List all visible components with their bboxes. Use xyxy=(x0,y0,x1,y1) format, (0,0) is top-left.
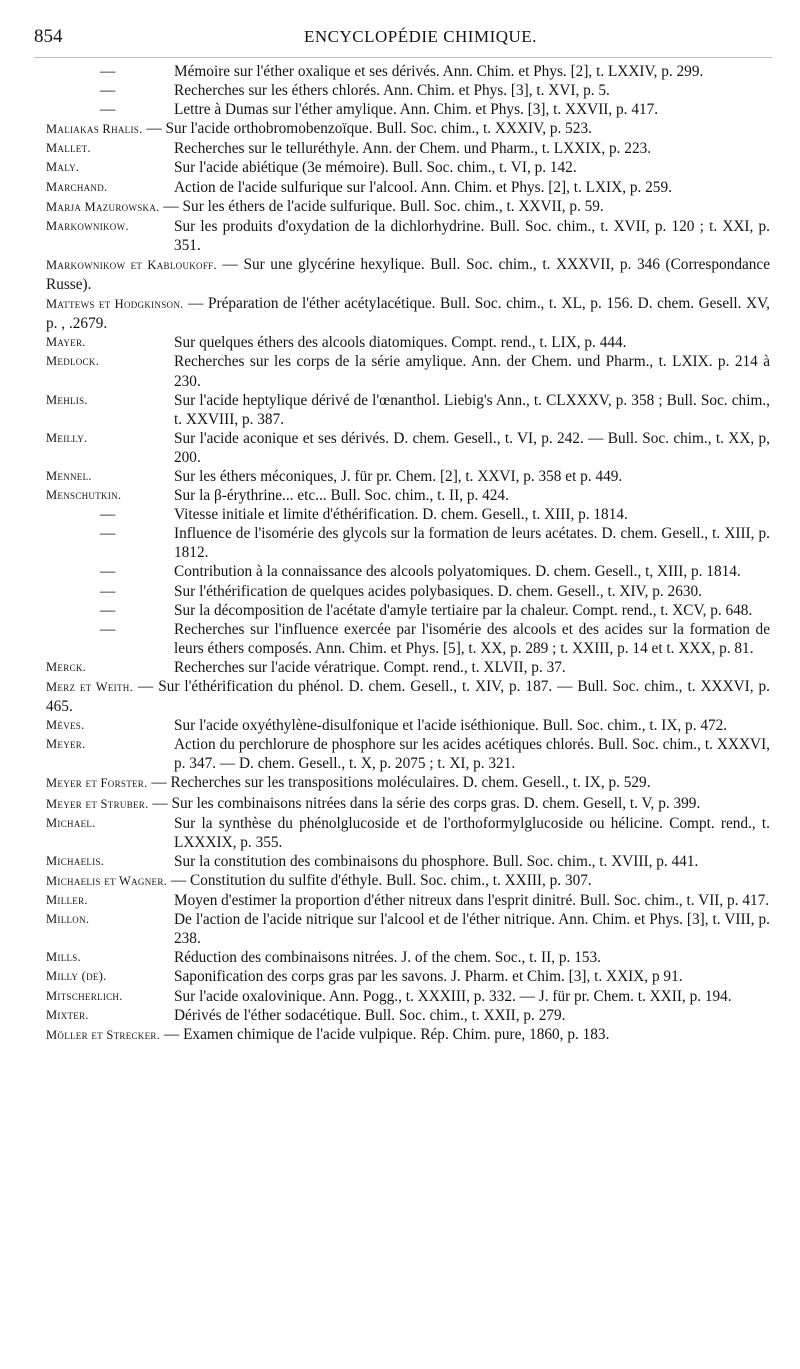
entry-author: Maliakas Rhalis. xyxy=(46,122,143,137)
entry-text: Recherches sur le telluréthyle. Ann. der Chem. und Pharm., t. LXXIX, p. 223. xyxy=(174,140,652,158)
entry-text: Sur l'acide aconique et ses dérivés. D. chem. Gesell., t. VI, p. 242. — Bull. Soc. chim., t. XX, p, 200. xyxy=(174,429,770,466)
entry-author: Meilly. xyxy=(46,430,88,445)
entry-text: — Sur l'éthérification du phénol. D. chem. Gesell., t. XIV, p. 187. — Bull. Soc. chim., t. XXXVI, p. 465. xyxy=(46,678,771,716)
bibliography-entry xyxy=(0,910,800,948)
bibliography-entry xyxy=(0,178,800,197)
ditto-dash: — xyxy=(100,563,116,581)
ditto-dash: — xyxy=(100,525,116,543)
bibliography-entry xyxy=(0,119,800,139)
entry-text: — Recherches sur les transpositions moléculaires. D. chem. Gesell., t. IX, p. 529. xyxy=(147,774,651,792)
bibliography-entry xyxy=(0,852,800,871)
bibliography-entry xyxy=(0,871,800,891)
bibliography-entry xyxy=(0,467,800,486)
entry-text: — Préparation de l'éther acétylacétique. Bull. Soc. chim., t. XL, p. 156. D. chem. Gesell. XV, p. , .2679. xyxy=(46,295,771,333)
entry-text: Réduction des combinaisons nitrées. J. of the chem. Soc., t. II, p. 153. xyxy=(174,949,601,967)
entry-author: Meyer et Struber. xyxy=(46,796,149,811)
entry-text: De l'action de l'acide nitrique sur l'alcool et de l'éther nitrique. Ann. Chim. et Phys. [3], t. VIII, p. 238. xyxy=(174,911,770,948)
entry-text: Sur la synthèse du phénolglucoside et de l'orthoformylglucoside ou hélicine. Compt. rend., t. LXXXIX, p. 355. xyxy=(174,814,770,851)
bibliography-entry xyxy=(0,255,800,294)
entry-text: Sur l'éthérification de quelques acides polybasiques. D. chem. Gesell., t. XIV, p. 2630. xyxy=(174,582,702,600)
bibliography-entry xyxy=(0,524,800,562)
entry-author: Meyer. xyxy=(46,737,86,752)
entry-author: Menschutkin. xyxy=(46,488,122,503)
bibliography-entry xyxy=(0,582,800,601)
entry-author: Mayer. xyxy=(46,335,86,350)
entry-author: Markownikow. xyxy=(46,218,129,233)
bibliography-entry xyxy=(0,1025,800,1045)
bibliography-entry xyxy=(0,658,800,677)
entry-text: Contribution à la connaissance des alcools polyatomiques. D. chem. Gesell., t, XIII, p. 1814. xyxy=(174,563,741,581)
ditto-dash: — xyxy=(100,601,116,619)
bibliography-entry xyxy=(0,1006,800,1025)
entry-author: Mèves. xyxy=(46,718,85,733)
entry-text: Mémoire sur l'éther oxalique et ses dérivés. Ann. Chim. et Phys. [2], t. LXXIV, p. 299. xyxy=(174,63,704,80)
bibliography-entry xyxy=(0,601,800,620)
bibliography-list xyxy=(0,62,800,1045)
running-title: ENCYCLOPÉDIE CHIMIQUE. xyxy=(304,27,537,46)
entry-author: Merck. xyxy=(46,659,87,674)
page-number: 854 xyxy=(34,26,63,47)
bibliography-entry xyxy=(0,716,800,735)
entry-author: Mitscherlich. xyxy=(46,988,123,1003)
bibliography-entry xyxy=(0,352,800,390)
bibliography-entry xyxy=(0,562,800,581)
ditto-dash: — xyxy=(100,506,116,524)
bibliography-entry xyxy=(0,139,800,158)
entry-author: Marja Mazurowska. xyxy=(46,199,160,214)
entry-text: Sur l'acide oxyéthylène-disulfonique et l'acide iséthionique. Bull. Soc. chim., t. IX, p. 472. xyxy=(174,717,728,735)
entry-text: Sur la décomposition de l'acétate d'amyle tertiaire par la chaleur. Compt. rend., t. XCV, p. 648. xyxy=(174,601,753,619)
entry-text: Sur l'acide abiétique (3e mémoire). Bull. Soc. chim., t. VI, p. 142. xyxy=(174,159,577,177)
entry-text: Moyen d'estimer la proportion d'éther nitreux dans l'esprit dinitré. Bull. Soc. chim., t. VII, p. 417. xyxy=(174,892,770,910)
entry-text: Lettre à Dumas sur l'éther amylique. Ann. Chim. et Phys. [3], t. XXVII, p. 417. xyxy=(174,101,659,119)
entry-author: Michaelis. xyxy=(46,853,105,868)
entry-author: Marchand. xyxy=(46,179,108,194)
ditto-dash: — xyxy=(100,82,116,100)
bibliography-entry xyxy=(0,814,800,852)
entry-text: Sur la β-érythrine... etc... Bull. Soc. chim., t. II, p. 424. xyxy=(174,487,509,505)
entry-author: Mennel. xyxy=(46,468,92,483)
entry-author: Mills. xyxy=(46,950,82,965)
entry-text: Sur la constitution des combinaisons du phosphore. Bull. Soc. chim., t. XVIII, p. 441. xyxy=(174,852,699,870)
entry-author: Mehlis. xyxy=(46,392,88,407)
entry-text: Sur les produits d'oxydation de la dichlorhydrine. Bull. Soc. chim., t. XVII, p. 120 ; t. XXI, p. 351. xyxy=(174,217,770,254)
entry-author: Maly. xyxy=(46,160,80,175)
entry-text: — Sur une glycérine hexylique. Bull. Soc. chim., t. XXXVII, p. 346 (Correspondance Russe). xyxy=(46,255,770,294)
entry-text: Sur quelques éthers des alcools diatomiques. Compt. rend., t. LIX, p. 444. xyxy=(174,334,627,352)
bibliography-entry xyxy=(0,197,800,217)
entry-text: Recherches sur l'influence exercée par l'isomérie des alcools et des acides sur la formation de leurs éthers composés. Ann. Chim. et Phys. [5], t. XX, p. 289 ; t. XXIII, p. 14 et t. XXX, p. 81. xyxy=(174,620,770,657)
entry-text: Influence de l'isomérie des glycols sur la formation de leurs acétates. D. chem. Gesell., t. XIII, p. 1812. xyxy=(174,525,770,562)
entry-author: Michael. xyxy=(46,815,96,830)
entry-text: — Sur l'acide orthobromobenzoïque. Bull. Soc. chim., t. XXXIV, p. 523. xyxy=(142,120,592,138)
bibliography-entry xyxy=(0,891,800,910)
bibliography-entry xyxy=(0,735,800,773)
entry-author: Meyer et Forster. xyxy=(46,776,148,791)
entry-text: Action de l'acide sulfurique sur l'alcool. Ann. Chim. et Phys. [2], t. LXIX, p. 259. xyxy=(174,178,672,196)
entry-text: — Sur les combinaisons nitrées dans la série des corps gras. D. chem. Gesell, t. V, p. 399. xyxy=(148,794,701,812)
entry-text: — Sur les éthers de l'acide sulfurique. Bull. Soc. chim., t. XXVII, p. 59. xyxy=(159,197,604,215)
entry-text: — Constitution du sulfite d'éthyle. Bull. Soc. chim., t. XXIII, p. 307. xyxy=(167,871,592,889)
entry-author: Markownikow et Kabloukoff. xyxy=(46,257,217,272)
bibliography-entry xyxy=(0,967,800,986)
entry-author: Medlock. xyxy=(46,354,100,369)
entry-text: Action du perchlorure de phosphore sur les acides acétiques chlorés. Bull. Soc. chim., t. XXXVI, p. 347. — D. chem. Gesell., t. X, p. 2075 ; t. XI, p. 321. xyxy=(174,736,770,773)
bibliography-entry xyxy=(0,773,800,793)
bibliography-entry xyxy=(0,81,800,100)
entry-author: Merz et Weith. xyxy=(46,680,134,694)
header-rule xyxy=(34,57,772,58)
bibliography-entry xyxy=(0,391,800,429)
entry-author: Mixter. xyxy=(46,1007,89,1022)
bibliography-entry xyxy=(0,486,800,505)
bibliography-entry xyxy=(0,333,800,352)
entry-text: Dérivés de l'éther sodacétique. Bull. Soc. chim., t. XXII, p. 279. xyxy=(174,1006,566,1024)
ditto-dash: — xyxy=(100,101,116,119)
entry-text: Sur les éthers méconiques, J. für pr. Chem. [2], t. XXVI, p. 358 et p. 449. xyxy=(174,467,623,485)
bibliography-entry xyxy=(0,158,800,177)
entry-author: Michaelis et Wagner. xyxy=(46,873,168,888)
bibliography-entry xyxy=(0,217,800,255)
entry-text: Recherches sur les corps de la série amylique. Ann. der Chem. und Pharm., t. LXIX. p. 214 à 230. xyxy=(174,353,770,390)
entry-author: Milly (de). xyxy=(46,969,107,984)
entry-author: Möller et Strecker. xyxy=(46,1027,161,1042)
entry-author: Miller. xyxy=(46,893,88,908)
bibliography-entry xyxy=(0,62,800,81)
bibliography-entry xyxy=(0,794,800,814)
entry-author: Mattews et Hodgkinson. xyxy=(46,297,184,312)
bibliography-entry xyxy=(0,294,800,333)
ditto-dash: — xyxy=(100,582,116,600)
bibliography-entry xyxy=(0,429,800,467)
ditto-dash: — xyxy=(100,63,116,80)
entry-text: Saponification des corps gras par les savons. J. Pharm. et Chim. [3], t. XXIX, p 91. xyxy=(174,968,683,986)
bibliography-entry xyxy=(0,620,800,658)
entry-text: Vitesse initiale et limite d'éthérification. D. chem. Gesell., t. XIII, p. 1814. xyxy=(174,506,628,524)
entry-text: Sur l'acide heptylique dérivé de l'œnanthol. Liebig's Ann., t. CLXXXV, p. 358 ; Bull. Soc. chim., t. XXVIII, p. 387. xyxy=(174,391,770,428)
bibliography-entry xyxy=(0,677,800,716)
bibliography-entry xyxy=(0,948,800,967)
ditto-dash: — xyxy=(100,620,116,638)
entry-text: Recherches sur l'acide vératrique. Compt. rend., t. XLVII, p. 37. xyxy=(174,658,566,676)
bibliography-entry xyxy=(0,100,800,119)
entry-text: Sur l'acide oxalovinique. Ann. Pogg., t. XXXIII, p. 332. — J. für pr. Chem. t. XXII, p. 194. xyxy=(174,987,732,1005)
entry-author: Mallet. xyxy=(46,141,91,156)
entry-text: Recherches sur les éthers chlorés. Ann. Chim. et Phys. [3], t. XVI, p. 5. xyxy=(174,82,610,100)
bibliography-entry xyxy=(0,987,800,1006)
entry-text: — Examen chimique de l'acide vulpique. Rép. Chim. pure, 1860, p. 183. xyxy=(160,1025,610,1043)
bibliography-entry xyxy=(0,505,800,524)
page-header xyxy=(34,26,770,52)
entry-author: Millon. xyxy=(46,912,90,927)
